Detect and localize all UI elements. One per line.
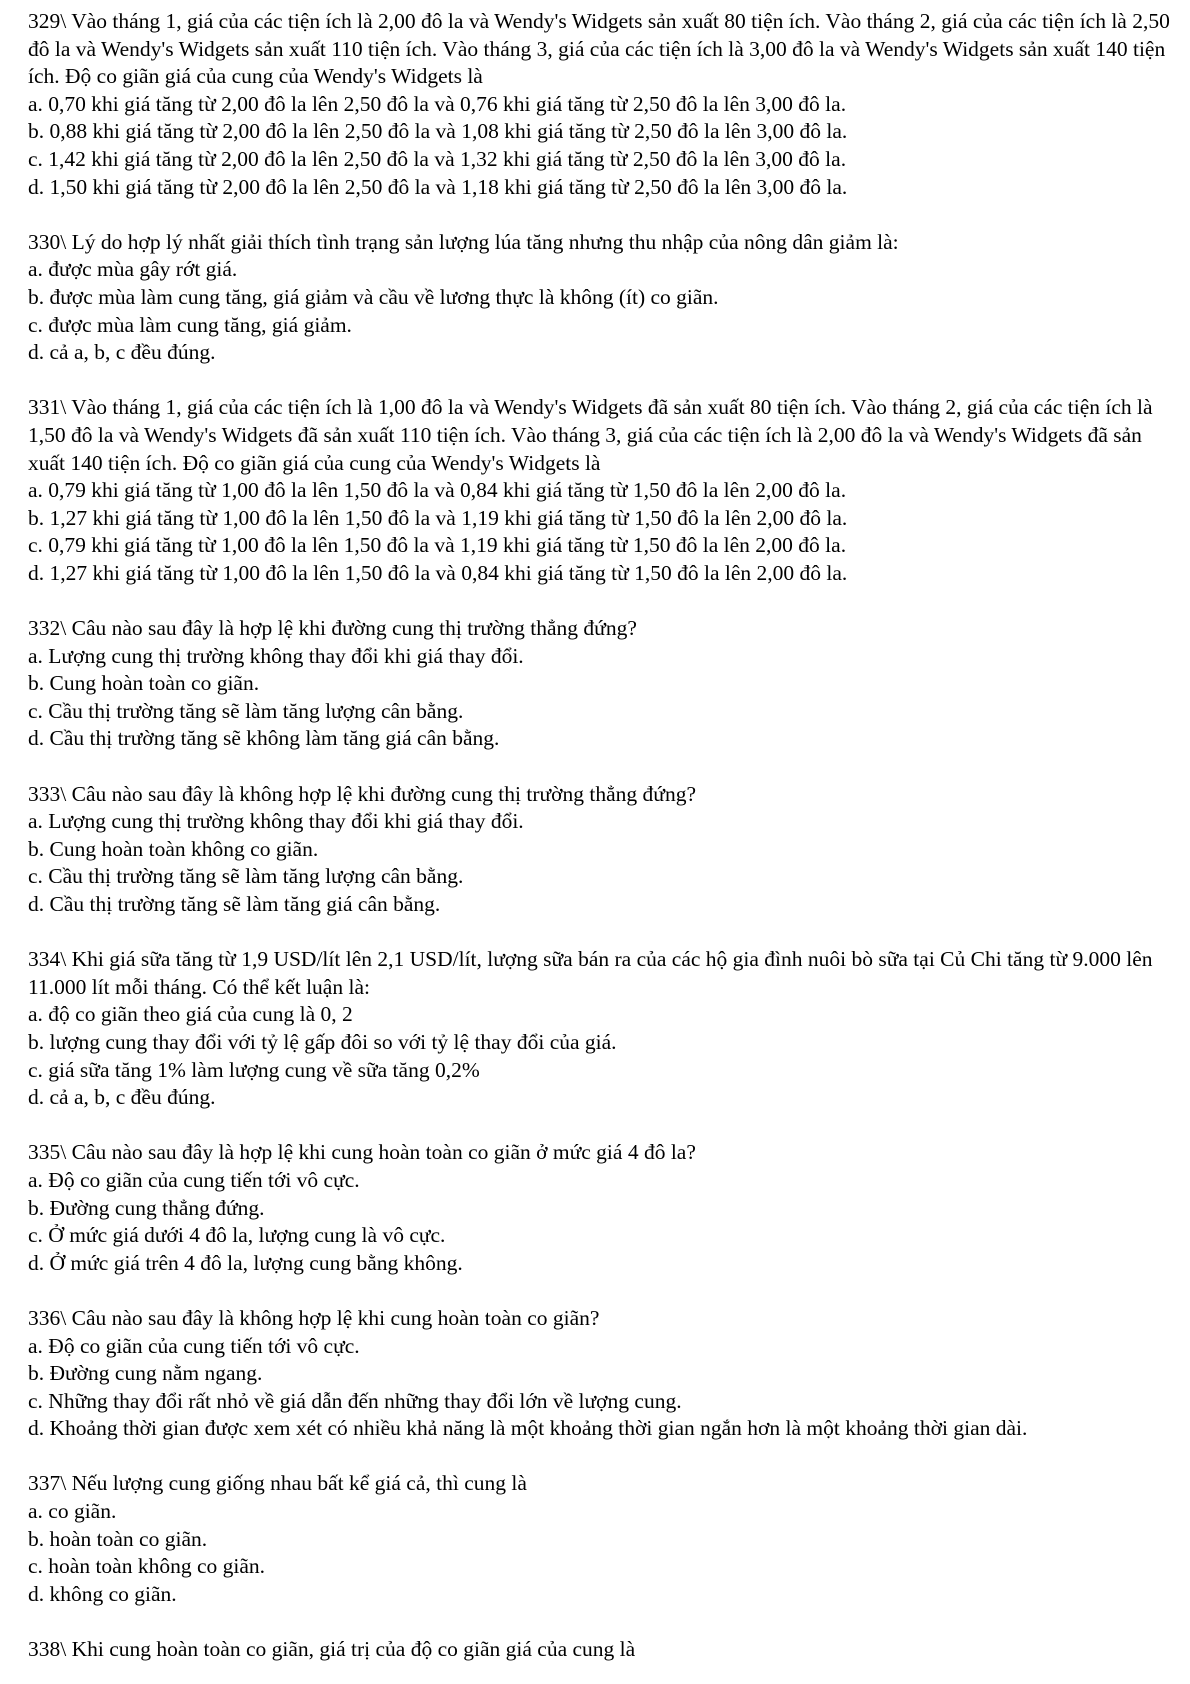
options-list (28, 808, 1178, 918)
option-d: d. không co giãn. (28, 1581, 177, 1606)
options-list (28, 477, 1178, 587)
question-338 (28, 1636, 1178, 1664)
question-text: 334\ Khi giá sữa tăng từ 1,9 USD/lít lên 2,1 USD/lít, lượng sữa bán ra của các hộ gia đình nuôi bò sữa tại Củ Chi tăng từ 9.000 lên 11.000 lít mỗi tháng. Có thể kết luận là: (28, 947, 1153, 999)
question-335 (28, 1139, 1178, 1277)
option-d: d. Cầu thị trường tăng sẽ không làm tăng giá cân bằng. (28, 726, 500, 751)
option-d: d. cả a, b, c đều đúng. (28, 1085, 216, 1110)
option-d: d. 1,27 khi giá tăng từ 1,00 đô la lên 1,50 đô la và 0,84 khi giá tăng từ 1,50 đô la lên 2,00 đô la. (28, 560, 848, 585)
options-list (28, 1498, 1178, 1608)
option-c: c. 1,42 khi giá tăng từ 2,00 đô la lên 2,50 đô la và 1,32 khi giá tăng từ 2,50 đô la lên 3,00 đô la. (28, 146, 847, 171)
option-d: d. cả a, b, c đều đúng. (28, 340, 216, 365)
option-c: c. giá sữa tăng 1% làm lượng cung về sữa tăng 0,2% (28, 1057, 480, 1082)
question-331 (28, 394, 1178, 587)
option-c: c. 0,79 khi giá tăng từ 1,00 đô la lên 1,50 đô la và 1,19 khi giá tăng từ 1,50 đô la lên 2,00 đô la. (28, 533, 847, 558)
question-text: 338\ Khi cung hoàn toàn co giãn, giá trị của độ co giãn giá của cung là (28, 1637, 636, 1662)
option-d: d. Ở mức giá trên 4 đô la, lượng cung bằng không. (28, 1250, 463, 1275)
option-a: a. Lượng cung thị trường không thay đổi khi giá thay đổi. (28, 643, 524, 668)
option-b: b. Cung hoàn toàn không co giãn. (28, 836, 319, 861)
option-a: a. 0,79 khi giá tăng từ 1,00 đô la lên 1,50 đô la và 0,84 khi giá tăng từ 1,50 đô la lên 2,00 đô la. (28, 478, 847, 503)
option-a: a. độ co giãn theo giá của cung là 0, 2 (28, 1002, 353, 1027)
option-a: a. được mùa gây rớt giá. (28, 257, 238, 282)
options-list (28, 1001, 1178, 1111)
question-336 (28, 1305, 1178, 1443)
option-c: c. hoàn toàn không co giãn. (28, 1554, 266, 1579)
options-list (28, 643, 1178, 753)
options-list (28, 91, 1178, 201)
options-list (28, 1167, 1178, 1277)
option-b: b. hoàn toàn co giãn. (28, 1526, 208, 1551)
question-text: 337\ Nếu lượng cung giống nhau bất kể giá cả, thì cung là (28, 1471, 527, 1496)
option-b: b. lượng cung thay đổi với tỷ lệ gấp đôi so với tỷ lệ thay đổi của giá. (28, 1029, 617, 1054)
option-c: c. Cầu thị trường tăng sẽ làm tăng lượng cân bằng. (28, 698, 464, 723)
option-c: c. Ở mức giá dưới 4 đô la, lượng cung là vô cực. (28, 1223, 446, 1248)
question-text: 332\ Câu nào sau đây là hợp lệ khi đường cung thị trường thẳng đứng? (28, 616, 637, 641)
option-c: c. Những thay đổi rất nhỏ về giá dẫn đến những thay đổi lớn về lượng cung. (28, 1388, 682, 1413)
option-a: a. Độ co giãn của cung tiến tới vô cực. (28, 1167, 360, 1192)
question-text: 329\ Vào tháng 1, giá của các tiện ích là 2,00 đô la và Wendy's Widgets sản xuất 80 tiện ích. Vào tháng 2, giá của các tiện ích là 2,50 đô la và Wendy's Widgets sản xuất 110 tiện ích. Vào tháng 3, giá của các tiện ích là 3,00 đô la và Wendy's Widgets sản xuất 140 tiện ích. Độ co giãn giá của cung của Wendy's Widgets là (28, 9, 1170, 89)
option-a: a. Lượng cung thị trường không thay đổi khi giá thay đổi. (28, 809, 524, 834)
option-c: c. Cầu thị trường tăng sẽ làm tăng lượng cân bằng. (28, 864, 464, 889)
option-c: c. được mùa làm cung tăng, giá giảm. (28, 312, 352, 337)
question-text: 335\ Câu nào sau đây là hợp lệ khi cung hoàn toàn co giãn ở mức giá 4 đô la? (28, 1140, 696, 1165)
option-b: b. được mùa làm cung tăng, giá giảm và cầu về lương thực là không (ít) co giãn. (28, 284, 719, 309)
options-list (28, 256, 1178, 366)
options-list (28, 1333, 1178, 1443)
option-d: d. 1,50 khi giá tăng từ 2,00 đô la lên 2,50 đô la và 1,18 khi giá tăng từ 2,50 đô la lên 3,00 đô la. (28, 174, 848, 199)
option-d: d. Cầu thị trường tăng sẽ làm tăng giá cân bằng. (28, 892, 441, 916)
document-page (28, 8, 1178, 1664)
option-a: a. 0,70 khi giá tăng từ 2,00 đô la lên 2,50 đô la và 0,76 khi giá tăng từ 2,50 đô la lên 3,00 đô la. (28, 91, 847, 116)
question-330 (28, 229, 1178, 367)
question-337 (28, 1470, 1178, 1608)
option-b: b. Cung hoàn toàn co giãn. (28, 671, 260, 696)
question-332 (28, 615, 1178, 753)
option-b: b. Đường cung nằm ngang. (28, 1361, 263, 1386)
option-b: b. 1,27 khi giá tăng từ 1,00 đô la lên 1,50 đô la và 1,19 khi giá tăng từ 1,50 đô la lên 2,00 đô la. (28, 505, 848, 530)
question-334 (28, 946, 1178, 1112)
question-333 (28, 781, 1178, 919)
question-text: 333\ Câu nào sau đây là không hợp lệ khi đường cung thị trường thẳng đứng? (28, 781, 696, 806)
option-a: a. Độ co giãn của cung tiến tới vô cực. (28, 1333, 360, 1358)
question-329 (28, 8, 1178, 201)
option-b: b. 0,88 khi giá tăng từ 2,00 đô la lên 2,50 đô la và 1,08 khi giá tăng từ 2,50 đô la lên 3,00 đô la. (28, 119, 848, 144)
option-d: d. Khoảng thời gian được xem xét có nhiều khả năng là một khoảng thời gian ngắn hơn là một khoảng thời gian dài. (28, 1416, 1028, 1441)
option-a: a. co giãn. (28, 1499, 117, 1524)
question-text: 331\ Vào tháng 1, giá của các tiện ích là 1,00 đô la và Wendy's Widgets đã sản xuất 80 tiện ích. Vào tháng 2, giá của các tiện ích là 1,50 đô la và Wendy's Widgets đã sản xuất 110 tiện ích. Vào tháng 3, giá của các tiện ích là 2,00 đô la và Wendy's Widgets đã sản xuất 140 tiện ích. Độ co giãn giá của cung của Wendy's Widgets là (28, 395, 1153, 475)
question-text: 330\ Lý do hợp lý nhất giải thích tình trạng sản lượng lúa tăng nhưng thu nhập của nông dân giảm là: (28, 229, 899, 254)
option-b: b. Đường cung thẳng đứng. (28, 1195, 265, 1220)
question-text: 336\ Câu nào sau đây là không hợp lệ khi cung hoàn toàn co giãn? (28, 1305, 600, 1330)
